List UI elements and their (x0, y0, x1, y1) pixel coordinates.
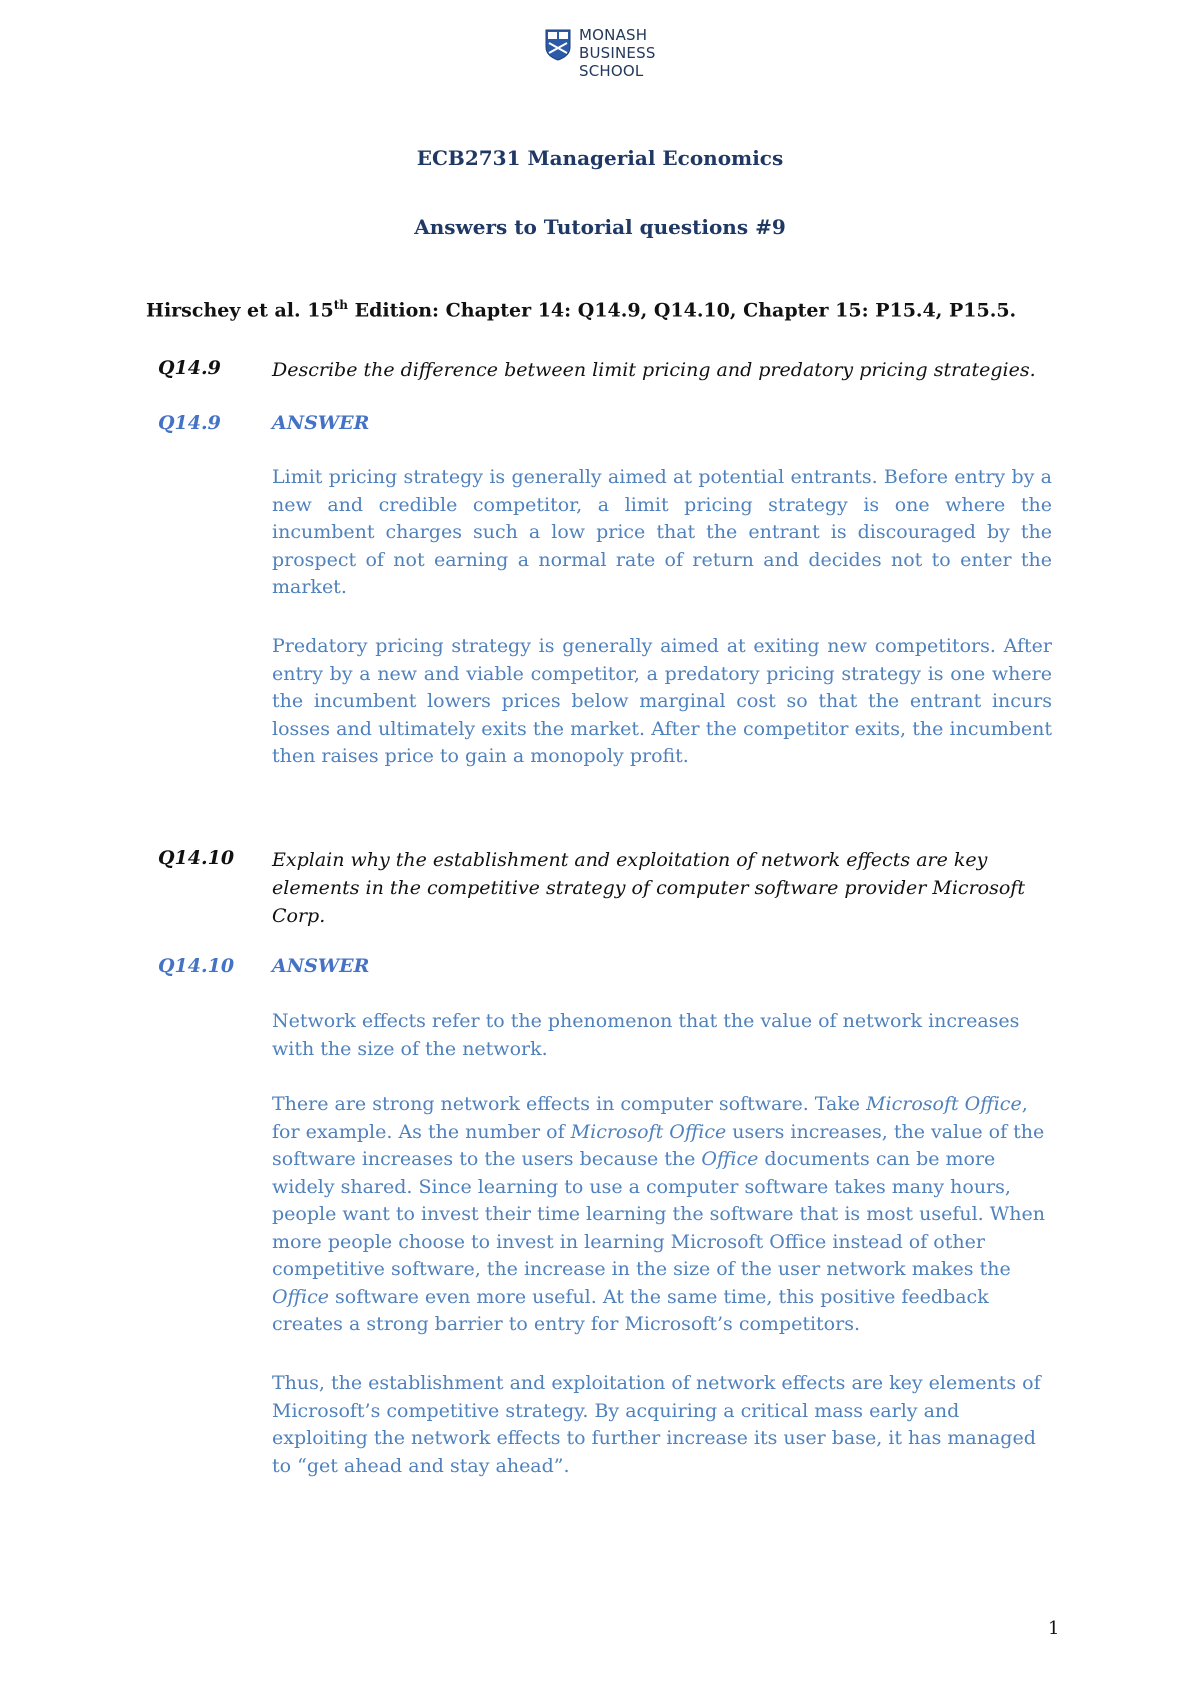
answer-paragraph: Thus, the establishment and exploitation of network effects are key elements of Microsoft’s competitive strategy. By acquiring a critical mass early and exploiting the network effects to further increase its user base, it has managed to “get ahead and stay ahead”. (272, 1372, 1041, 1477)
answer-paragraph (272, 1091, 1052, 1339)
reference-superscript: th (333, 298, 348, 312)
monash-business-school-logo (545, 26, 656, 80)
question-text: Describe the difference between limit pricing and predatory pricing strategies. (272, 359, 1036, 381)
answer-paragraph: Predatory pricing strategy is generally aimed at exiting new competitors. After entry by a new and viable competitor, a predatory pricing strategy is one where the incumbent lowers prices below marginal cost so that the entrant incurs losses and ultimately exits the market. After the competitor exits, the incumbent then raises price to gain a monopoly profit. (272, 635, 1052, 767)
monash-shield-icon (545, 29, 571, 61)
logo-line-2: BUSINESS (579, 44, 656, 62)
italic-product-name: Office (272, 1285, 329, 1308)
italic-product-name: Office (701, 1148, 759, 1170)
reference-suffix: Edition: Chapter 14: Q14.9, Q14.10, Chapter 15: P15.4, P15.5. (347, 299, 1017, 322)
reference-prefix: Hirschey et al. 15 (146, 299, 334, 322)
logo-line-3: SCHOOL (579, 62, 644, 80)
question-label: Q14.10 (158, 847, 235, 869)
answer-title: ANSWER (272, 412, 370, 434)
answer-paragraph: Network effects refer to the phenomenon that the value of network increases with the size of the network. (272, 1010, 1020, 1060)
question-label: Q14.9 (158, 357, 221, 379)
answer-label: Q14.9 (158, 412, 221, 434)
course-title: ECB2731 Managerial Economics (416, 146, 784, 170)
text-run: , for example. As the number of (272, 1093, 1028, 1143)
text-run: There are strong network effects in computer software. Take (272, 1093, 867, 1115)
textbook-reference (146, 298, 1016, 321)
answer-label: Q14.10 (158, 955, 235, 977)
text-run: documents can be more widely shared. Since learning to use a computer software takes many hours, people want to invest their time learning the software that is most useful. When more people choose to invest in learning Microsoft Office instead of other competitive software, the increase in the size of the user network makes the (272, 1148, 1046, 1280)
answer-title: ANSWER (272, 955, 370, 977)
logo-line-1: MONASH (579, 26, 648, 44)
text-run: software even more useful. At the same time, this positive feedback creates a strong barrier to entry for Microsoft’s competitors. (272, 1285, 989, 1335)
italic-product-name: Microsoft Office (866, 1093, 1022, 1115)
page-number: 1 (1048, 1618, 1060, 1639)
italic-product-name: Microsoft Office (570, 1120, 727, 1143)
answer-paragraph: Limit pricing strategy is generally aimed at potential entrants. Before entry by a new and credible competitor, a limit pricing strategy is one where the incumbent charges such a low price that the entrant is discouraged by the prospect of not earning a normal rate of return and decides not to enter the market. (272, 466, 1052, 598)
question-text: Explain why the establishment and exploitation of network effects are key elements in the competitive strategy of computer software provider Microsoft Corp. (272, 849, 1025, 927)
document-title: Answers to Tutorial questions #9 (414, 215, 786, 239)
text-run: users increases, the value of the software increases to the users because the (272, 1120, 1045, 1170)
